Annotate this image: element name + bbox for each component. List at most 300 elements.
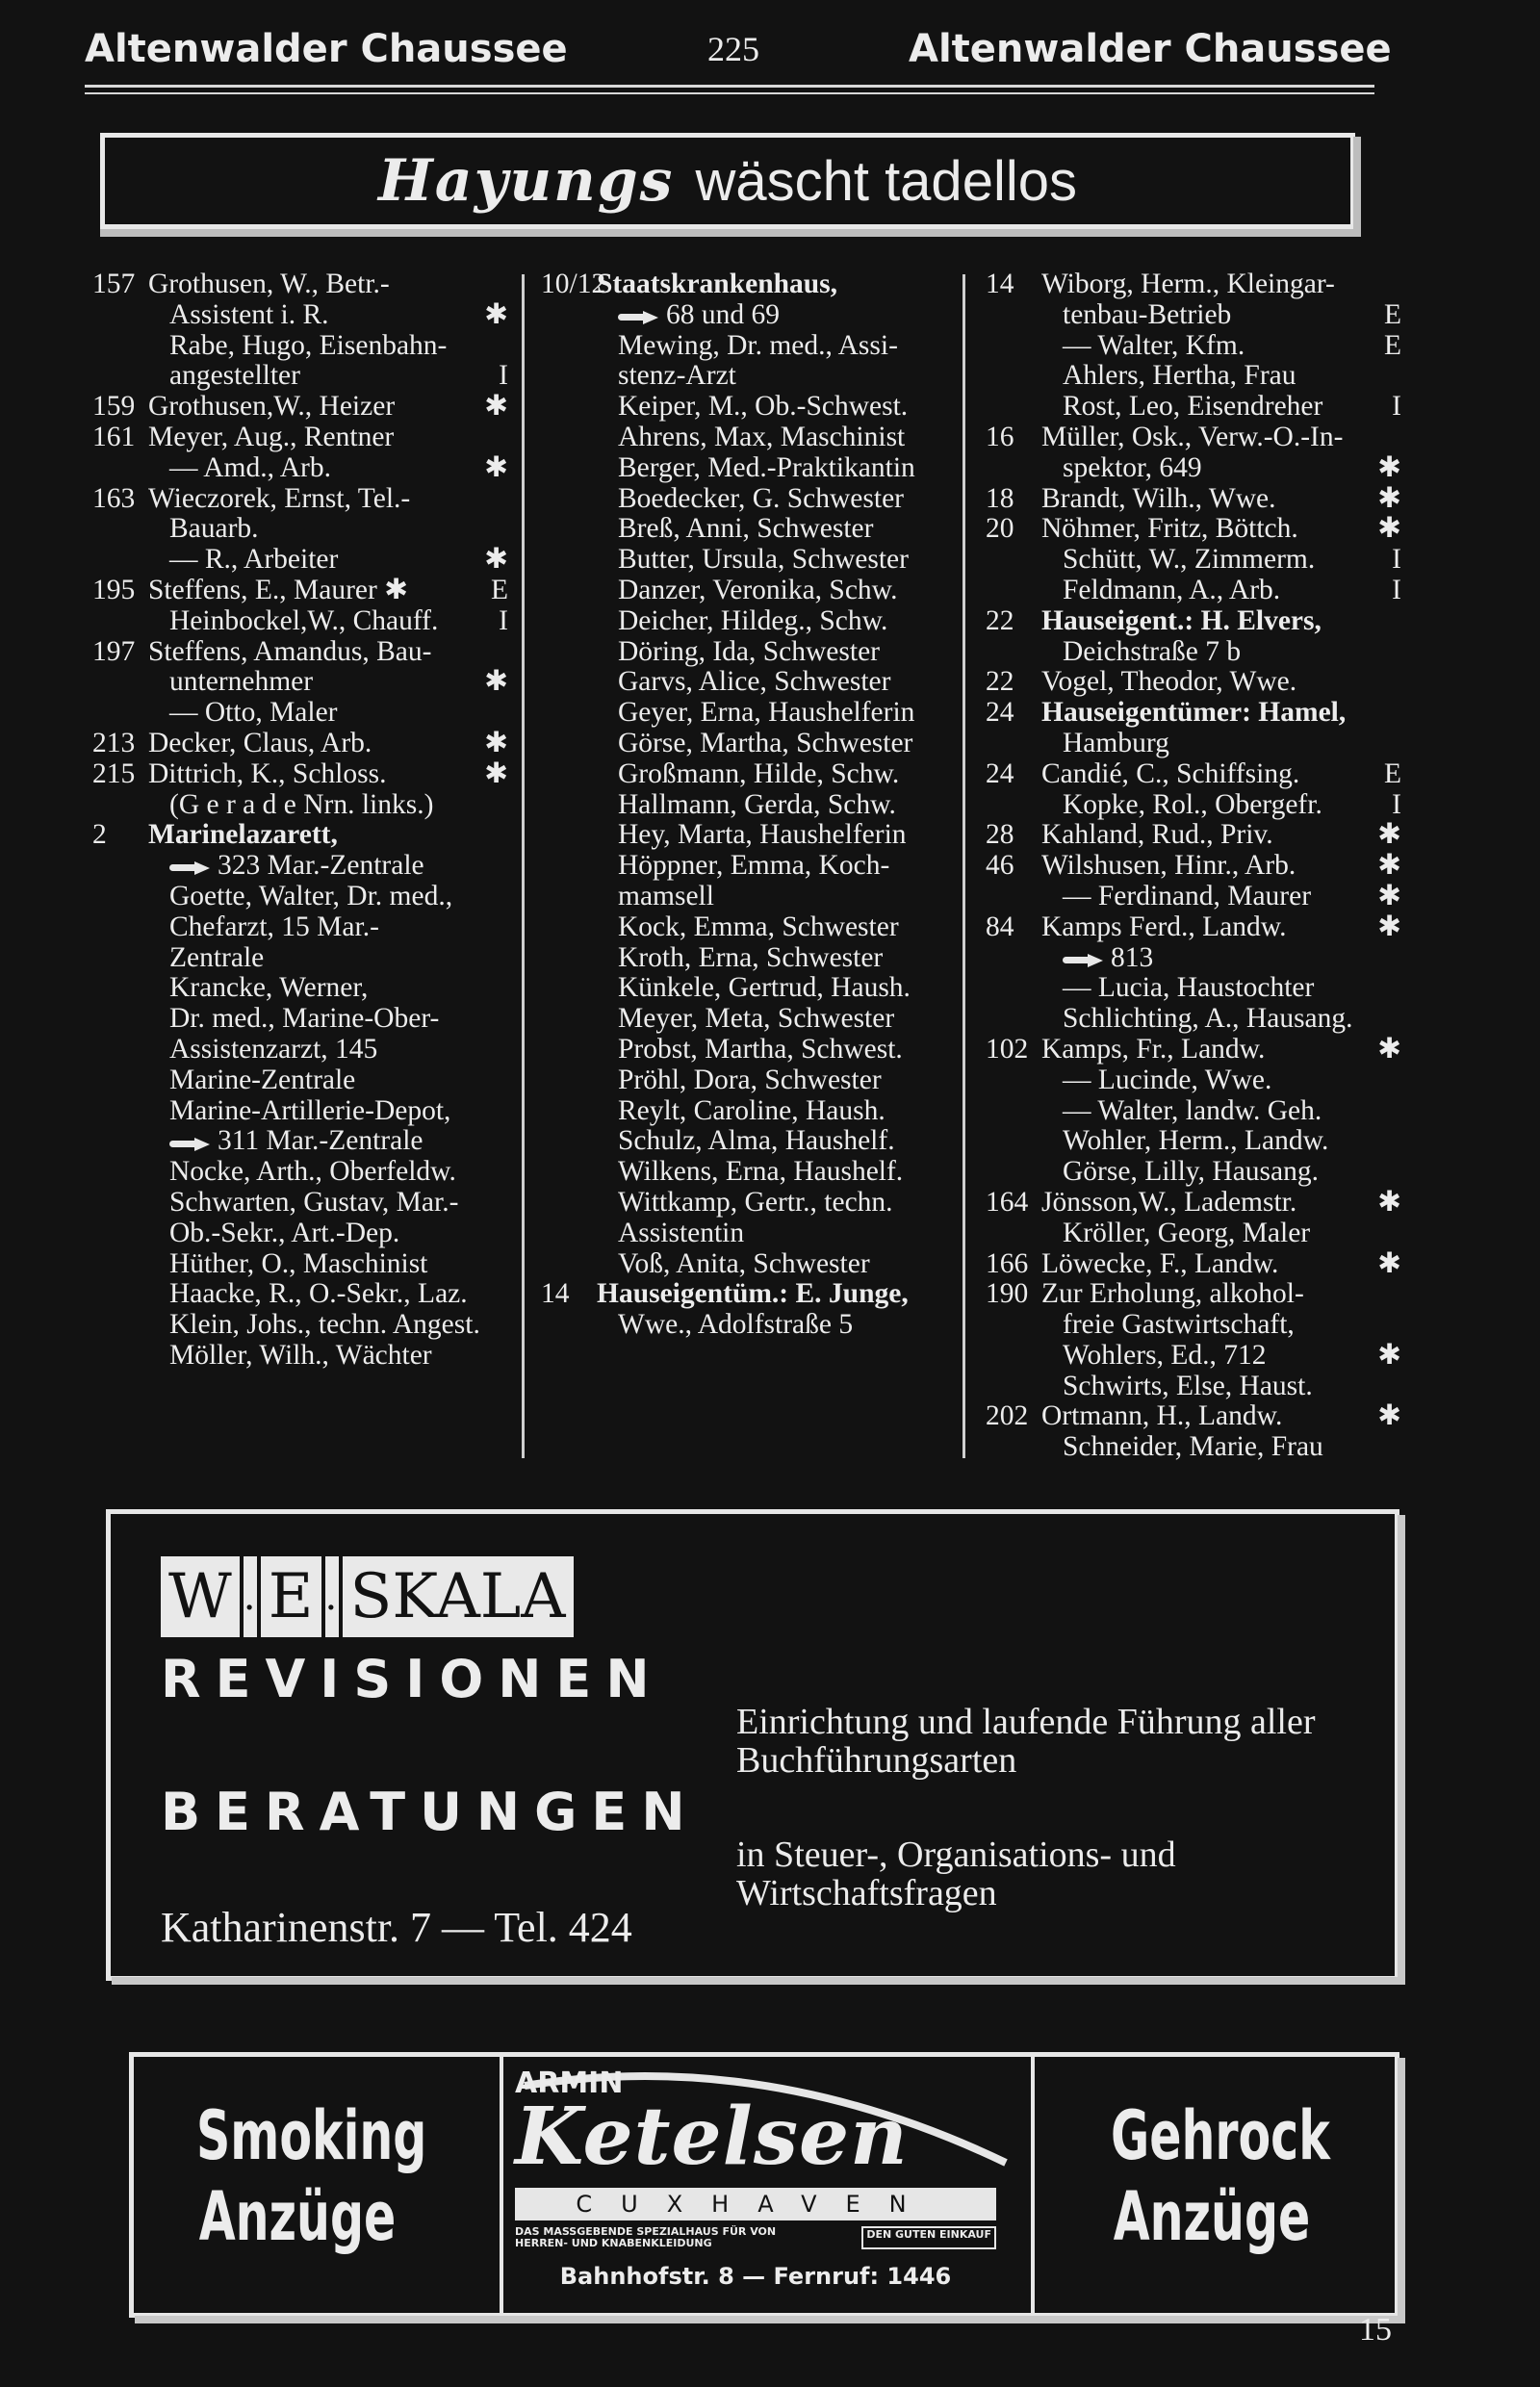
directory-entry [986, 1249, 1401, 1280]
entry-text [148, 1157, 508, 1188]
entry-text [148, 1219, 508, 1249]
entry-label: Kock, Emma, Schwester [618, 911, 899, 942]
entry-marker: I [1392, 544, 1401, 576]
directory-entry [92, 1126, 508, 1157]
entry-text [148, 545, 478, 576]
entry-label: Deichstraße 7 b [1063, 636, 1242, 667]
directory-entry [986, 667, 1401, 698]
entry-marker: ✱ [484, 391, 508, 423]
entry-label: 68 und 69 [666, 299, 780, 330]
entry-label: Hauseigentümer: Hamel, [1041, 698, 1347, 729]
entry-label: Wiborg, Herm., Kleingar- [1041, 270, 1335, 299]
house-number: 215 [92, 757, 136, 789]
directory-entry [541, 545, 957, 576]
entry-text [1041, 453, 1372, 484]
entry-label: Nocke, Arth., Oberfeldw. [169, 1157, 456, 1188]
entry-text [597, 882, 957, 912]
entry-text [1041, 1310, 1401, 1341]
house-number [92, 973, 148, 1004]
directory-entry [541, 606, 957, 637]
entry-label: Dr. med., Marine-Ober- [169, 1004, 440, 1035]
entry-label: Wohlers, Ed., 712 [1063, 1340, 1267, 1371]
entry-label: Reylt, Caroline, Haush. [618, 1095, 886, 1126]
house-number [986, 1096, 1041, 1127]
ket-slogan [515, 2226, 996, 2249]
entry-text [597, 1188, 957, 1219]
house-number [92, 1157, 148, 1188]
directory-entry [92, 484, 508, 515]
entry-text [1041, 545, 1386, 576]
entry-text [148, 392, 478, 423]
entry-label: Goette, Walter, Dr. med., [169, 881, 453, 911]
house-number: 195 [92, 574, 136, 605]
entry-marker: I [1392, 574, 1401, 605]
directory-entry [986, 270, 1401, 300]
entry-text [1041, 637, 1401, 668]
house-number [541, 1065, 597, 1096]
directory-entry [541, 1035, 957, 1065]
directory-entry [541, 1310, 957, 1341]
entry-text [1041, 270, 1401, 300]
entry-label: Grothusen, W., Betr.- [148, 270, 390, 299]
house-number [92, 667, 148, 698]
entry-text [597, 637, 957, 668]
entry-text [148, 1126, 508, 1157]
entry-label: Feldmann, A., Arb. [1063, 575, 1281, 605]
directory-entry [92, 912, 508, 943]
house-number [92, 1004, 148, 1035]
house-number [541, 1219, 597, 1249]
house-number [541, 576, 597, 606]
entry-label: Hey, Marta, Haushelferin [618, 820, 907, 851]
directory-entry [92, 759, 508, 790]
directory-entry [986, 1035, 1401, 1065]
entry-label: Pröhl, Dora, Schwester [618, 1065, 882, 1095]
entry-text [148, 1310, 508, 1341]
entry-text [148, 331, 508, 362]
ket-right-line-2: Anzüge [1113, 2177, 1311, 2256]
entry-text [148, 637, 508, 668]
entry-text [597, 790, 957, 821]
directory-entry [986, 1310, 1401, 1341]
entry-marker: ✱ [484, 757, 508, 789]
house-number: 197 [92, 635, 136, 667]
house-number [92, 606, 148, 637]
directory-entry [986, 912, 1401, 943]
directory-entry [541, 1279, 957, 1310]
house-number [541, 1249, 597, 1280]
directory-entry [541, 973, 957, 1004]
skala-logo [161, 1556, 578, 1637]
entry-marker: ✱ [484, 727, 508, 758]
skala-logo-part: W [161, 1556, 244, 1637]
entry-label: Jönsson,W., Lademstr. [1041, 1187, 1297, 1218]
house-number: 190 [986, 1278, 1029, 1310]
entry-text [597, 1219, 957, 1249]
entry-marker: ✱ [484, 298, 508, 330]
entry-label: Möller, Wilh., Wächter [169, 1340, 432, 1371]
entry-label: Keiper, M., Ob.-Schwest. [618, 392, 909, 423]
banner-brand: Hayungs [378, 147, 675, 215]
directory-entry [541, 453, 957, 484]
entry-text [597, 1279, 957, 1310]
entry-text [1041, 1157, 1401, 1188]
entry-label: Geyer, Erna, Haushelferin [618, 698, 915, 729]
skala-shadow-bottom [112, 1977, 1405, 1985]
entry-label: Hallmann, Gerda, Schw. [618, 789, 896, 820]
entry-marker: ✱ [1377, 1400, 1401, 1432]
house-number [986, 392, 1041, 423]
house-number [541, 453, 597, 484]
entry-text [1041, 484, 1372, 515]
house-number: 24 [986, 697, 1014, 729]
entry-label: Schwarten, Gustav, Mar.- [169, 1187, 459, 1218]
house-number: 166 [986, 1247, 1029, 1279]
entry-text [1041, 361, 1401, 392]
entry-marker: ✱ [1377, 1186, 1401, 1218]
house-number [92, 1310, 148, 1341]
entry-text [1041, 698, 1401, 729]
directory-entry [92, 300, 508, 331]
entry-text [597, 361, 957, 392]
column-divider-2 [962, 274, 965, 1458]
ket-name: Ketelsen [515, 2091, 909, 2183]
house-number: 10/12 [541, 269, 606, 299]
directory-entry [541, 423, 957, 453]
house-number [541, 729, 597, 759]
entry-text [597, 943, 957, 974]
hayungs-banner [100, 133, 1355, 229]
house-number: 159 [92, 391, 136, 423]
entry-text [1041, 514, 1372, 545]
entry-text [1041, 1279, 1401, 1310]
house-number [92, 1065, 148, 1096]
banner-slogan: wäscht tadellos [695, 149, 1077, 213]
ket-shadow-right [1398, 2058, 1405, 2323]
house-number [986, 1219, 1041, 1249]
house-number: 84 [986, 911, 1014, 942]
entry-text [597, 392, 957, 423]
entry-text [597, 606, 957, 637]
ket-shadow-bottom [135, 2316, 1405, 2323]
directory-entry [986, 392, 1401, 423]
entry-label: Künkele, Gertrud, Haush. [618, 973, 911, 1004]
house-number [92, 1035, 148, 1065]
entry-text [1041, 392, 1386, 423]
directory-entry [986, 882, 1401, 912]
entry-label: Dittrich, K., Schloss. [148, 758, 387, 789]
entry-text [1041, 912, 1372, 943]
entry-text [148, 576, 485, 606]
directory-entry [541, 790, 957, 821]
entry-text [148, 1341, 508, 1372]
entry-text [597, 1126, 957, 1157]
entry-marker: ✱ [1377, 1339, 1401, 1371]
skala-revisionen: REVISIONEN [161, 1649, 664, 1709]
directory-entry [92, 392, 508, 423]
entry-label: Butter, Ursula, Schwester [618, 545, 909, 576]
entry-text [597, 1065, 957, 1096]
entry-text [597, 484, 957, 515]
entry-label: Müller, Osk., Verw.-O.-In- [1041, 422, 1344, 452]
entry-label: Hauseigentüm.: E. Junge, [597, 1279, 909, 1310]
house-number [986, 1310, 1041, 1341]
entry-text [1041, 1004, 1401, 1035]
entry-text [1041, 820, 1372, 851]
entry-text [1041, 576, 1386, 606]
house-number [986, 1004, 1041, 1035]
house-number [541, 820, 597, 851]
house-number [986, 453, 1041, 484]
directory-entry [92, 423, 508, 453]
entry-label: Großmann, Hilde, Schw. [618, 758, 900, 789]
entry-label: Hamburg [1063, 728, 1169, 758]
directory-entry [986, 973, 1401, 1004]
house-number [541, 667, 597, 698]
directory-entry [541, 1065, 957, 1096]
entry-label: Grothusen,W., Heizer [148, 392, 396, 423]
directory-entry [986, 514, 1401, 545]
directory-entry [92, 1279, 508, 1310]
banner-shadow [100, 229, 1361, 237]
entry-text [1041, 300, 1378, 331]
entry-marker: ✱ [1377, 482, 1401, 514]
house-number: 14 [541, 1278, 570, 1310]
directory-entry [541, 882, 957, 912]
entry-text [597, 1249, 957, 1280]
entry-label: Kröller, Georg, Maler [1063, 1218, 1311, 1248]
house-number: 2 [92, 819, 107, 851]
entry-text [1041, 331, 1378, 362]
entry-label: Breß, Anni, Schwester [618, 514, 874, 545]
house-number [986, 637, 1041, 668]
directory-entry [541, 698, 957, 729]
entry-text [148, 698, 508, 729]
directory-entry [541, 1126, 957, 1157]
banner-shadow-right [1353, 137, 1361, 237]
directory-entry [986, 729, 1401, 759]
directory-entry [986, 545, 1401, 576]
skala-beratungen: BERATUNGEN [161, 1782, 700, 1842]
entry-text [148, 973, 508, 1004]
directory-entry [92, 270, 508, 300]
house-number [986, 973, 1041, 1004]
directory-entry [986, 790, 1401, 821]
entry-text [148, 1188, 508, 1219]
entry-label: Ahlers, Hertha, Frau [1063, 361, 1296, 392]
house-number: 102 [986, 1033, 1029, 1065]
entry-marker: I [1392, 391, 1401, 423]
directory-column-3 [986, 270, 1401, 1463]
entry-label: (G e r a d e Nrn. links.) [169, 789, 434, 820]
directory-entry [986, 851, 1401, 882]
running-head-left: Altenwalder Chaussee [85, 27, 568, 71]
entry-text [148, 667, 478, 698]
entry-text [148, 1279, 508, 1310]
directory-entry [92, 545, 508, 576]
entry-label: Wohler, Herm., Landw. [1063, 1126, 1329, 1157]
house-number [92, 882, 148, 912]
entry-label: mamsell [618, 881, 714, 911]
house-number [92, 790, 148, 821]
ketelsen-advertisement [129, 2052, 1399, 2318]
house-number [986, 576, 1041, 606]
entry-text [1041, 729, 1401, 759]
entry-text [1041, 1126, 1401, 1157]
directory-entry [92, 637, 508, 668]
entry-text [1041, 1432, 1401, 1463]
house-number [541, 1096, 597, 1127]
directory-entry [92, 1157, 508, 1188]
directory-entry [541, 1004, 957, 1035]
entry-text [1041, 1401, 1372, 1432]
house-number [541, 423, 597, 453]
entry-label: Assistent i. R. [169, 299, 329, 330]
entry-label: Ob.-Sekr., Art.-Dep. [169, 1218, 400, 1248]
house-number [92, 698, 148, 729]
entry-label: Wieczorek, Ernst, Tel.- [148, 483, 411, 514]
entry-text [148, 1004, 508, 1035]
directory-entry [92, 1219, 508, 1249]
directory-entry [92, 331, 508, 362]
directory-entry [541, 392, 957, 423]
header-rule-bottom [85, 92, 1374, 94]
house-number: 161 [92, 421, 136, 452]
house-number [92, 514, 148, 545]
entry-text [597, 1157, 957, 1188]
house-number [541, 1188, 597, 1219]
entry-text [597, 851, 957, 882]
entry-label: — Lucinde, Wwe. [1063, 1065, 1272, 1095]
directory-column-2 [541, 270, 957, 1341]
entry-label: stenz-Arzt [618, 361, 736, 392]
directory-entry [541, 1188, 957, 1219]
entry-label: Löwecke, F., Landw. [1041, 1248, 1279, 1279]
entry-label: Decker, Claus, Arb. [148, 728, 372, 758]
entry-marker: ✱ [484, 451, 508, 483]
house-number [92, 1188, 148, 1219]
entry-marker: ✱ [1377, 1247, 1401, 1279]
house-number: 163 [92, 482, 136, 514]
directory-entry [986, 576, 1401, 606]
house-number [541, 1126, 597, 1157]
entry-label: Kamps, Fr., Landw. [1041, 1034, 1266, 1065]
entry-text [1041, 759, 1378, 790]
house-number [541, 912, 597, 943]
entry-label: Ortmann, H., Landw. [1041, 1401, 1283, 1432]
entry-text [597, 423, 957, 453]
directory-entry [986, 300, 1401, 331]
directory-entry [986, 1341, 1401, 1372]
entry-label: 323 Mar.-Zentrale [218, 851, 424, 882]
entry-text [148, 820, 508, 851]
house-number [986, 361, 1041, 392]
entry-text [148, 514, 508, 545]
house-number [92, 1249, 148, 1280]
entry-label: Görse, Lilly, Hausang. [1063, 1157, 1319, 1188]
directory-entry [986, 1432, 1401, 1463]
entry-text [148, 361, 493, 392]
ket-slogan-left: DAS MASSGEBENDE SPEZIALHAUS FÜR VON HERREN- UND KNABENKLEIDUNG [515, 2225, 777, 2249]
directory-entry [986, 943, 1401, 974]
directory-entry [541, 1249, 957, 1280]
telephone-icon [618, 311, 660, 322]
ket-address: Bahnhofstr. 8 — Fernruf: 1446 [559, 2263, 952, 2290]
house-number [92, 545, 148, 576]
entry-label: Marine-Zentrale [169, 1065, 356, 1095]
house-number [986, 300, 1041, 331]
entry-text [148, 943, 508, 974]
ket-separator-right [1031, 2057, 1035, 2313]
directory-entry [92, 576, 508, 606]
directory-entry [986, 698, 1401, 729]
house-number [92, 943, 148, 974]
entry-label: Schulz, Alma, Haushelf. [618, 1126, 895, 1157]
entry-label: angestellter [169, 361, 300, 392]
entry-label: Ahrens, Max, Maschinist [618, 422, 906, 452]
directory-entry [541, 1157, 957, 1188]
directory-entry [92, 453, 508, 484]
entry-label: Deicher, Hildeg., Schw. [618, 605, 888, 636]
directory-entry [986, 1096, 1401, 1127]
entry-label: Candié, C., Schiffsing. [1041, 758, 1300, 789]
page-number: 225 [707, 30, 759, 68]
entry-label: spektor, 649 [1063, 452, 1202, 483]
entry-text [597, 331, 957, 362]
entry-label: Marinelazarett, [148, 820, 338, 851]
entry-label: Haacke, R., O.-Sekr., Laz. [169, 1279, 468, 1310]
entry-text [597, 1310, 957, 1341]
directory-entry [541, 820, 957, 851]
house-number [541, 790, 597, 821]
entry-label: 311 Mar.-Zentrale [218, 1126, 424, 1157]
entry-label: Kroth, Erna, Schwester [618, 942, 884, 973]
entry-label: Hauseigent.: H. Elvers, [1041, 605, 1322, 636]
entry-label: Görse, Martha, Schwester [618, 728, 913, 758]
house-number [541, 973, 597, 1004]
house-number: 157 [92, 269, 136, 299]
entry-label: Wwe., Adolfstraße 5 [618, 1310, 854, 1341]
entry-label: freie Gastwirtschaft, [1063, 1310, 1295, 1341]
entry-marker: ✱ [1377, 850, 1401, 882]
entry-label: Rabe, Hugo, Eisenbahn- [169, 330, 448, 361]
entry-text [1041, 423, 1401, 453]
entry-label: Klein, Johs., techn. Angest. [169, 1310, 480, 1341]
entry-label: Assistentin [618, 1218, 745, 1248]
directory-entry [541, 1219, 957, 1249]
house-number: 14 [986, 269, 1014, 299]
house-number [541, 943, 597, 974]
house-number [92, 1126, 148, 1157]
directory-entry [541, 331, 957, 362]
skala-logo-part: E [261, 1556, 325, 1637]
entry-label: Steffens, Amandus, Bau- [148, 636, 432, 667]
skala-address: Katharinenstr. 7 — Tel. 424 [161, 1904, 632, 1951]
house-number [541, 1310, 597, 1341]
entry-text [597, 820, 957, 851]
directory-entry [986, 423, 1401, 453]
house-number: 24 [986, 757, 1014, 789]
running-head-right: Altenwalder Chaussee [909, 27, 1392, 71]
house-number [92, 331, 148, 362]
house-number [986, 729, 1041, 759]
directory-entry [541, 759, 957, 790]
entry-text [1041, 790, 1386, 821]
house-number [541, 484, 597, 515]
house-number: 213 [92, 727, 136, 758]
entry-label: Bauarb. [169, 514, 259, 545]
entry-text [597, 1035, 957, 1065]
